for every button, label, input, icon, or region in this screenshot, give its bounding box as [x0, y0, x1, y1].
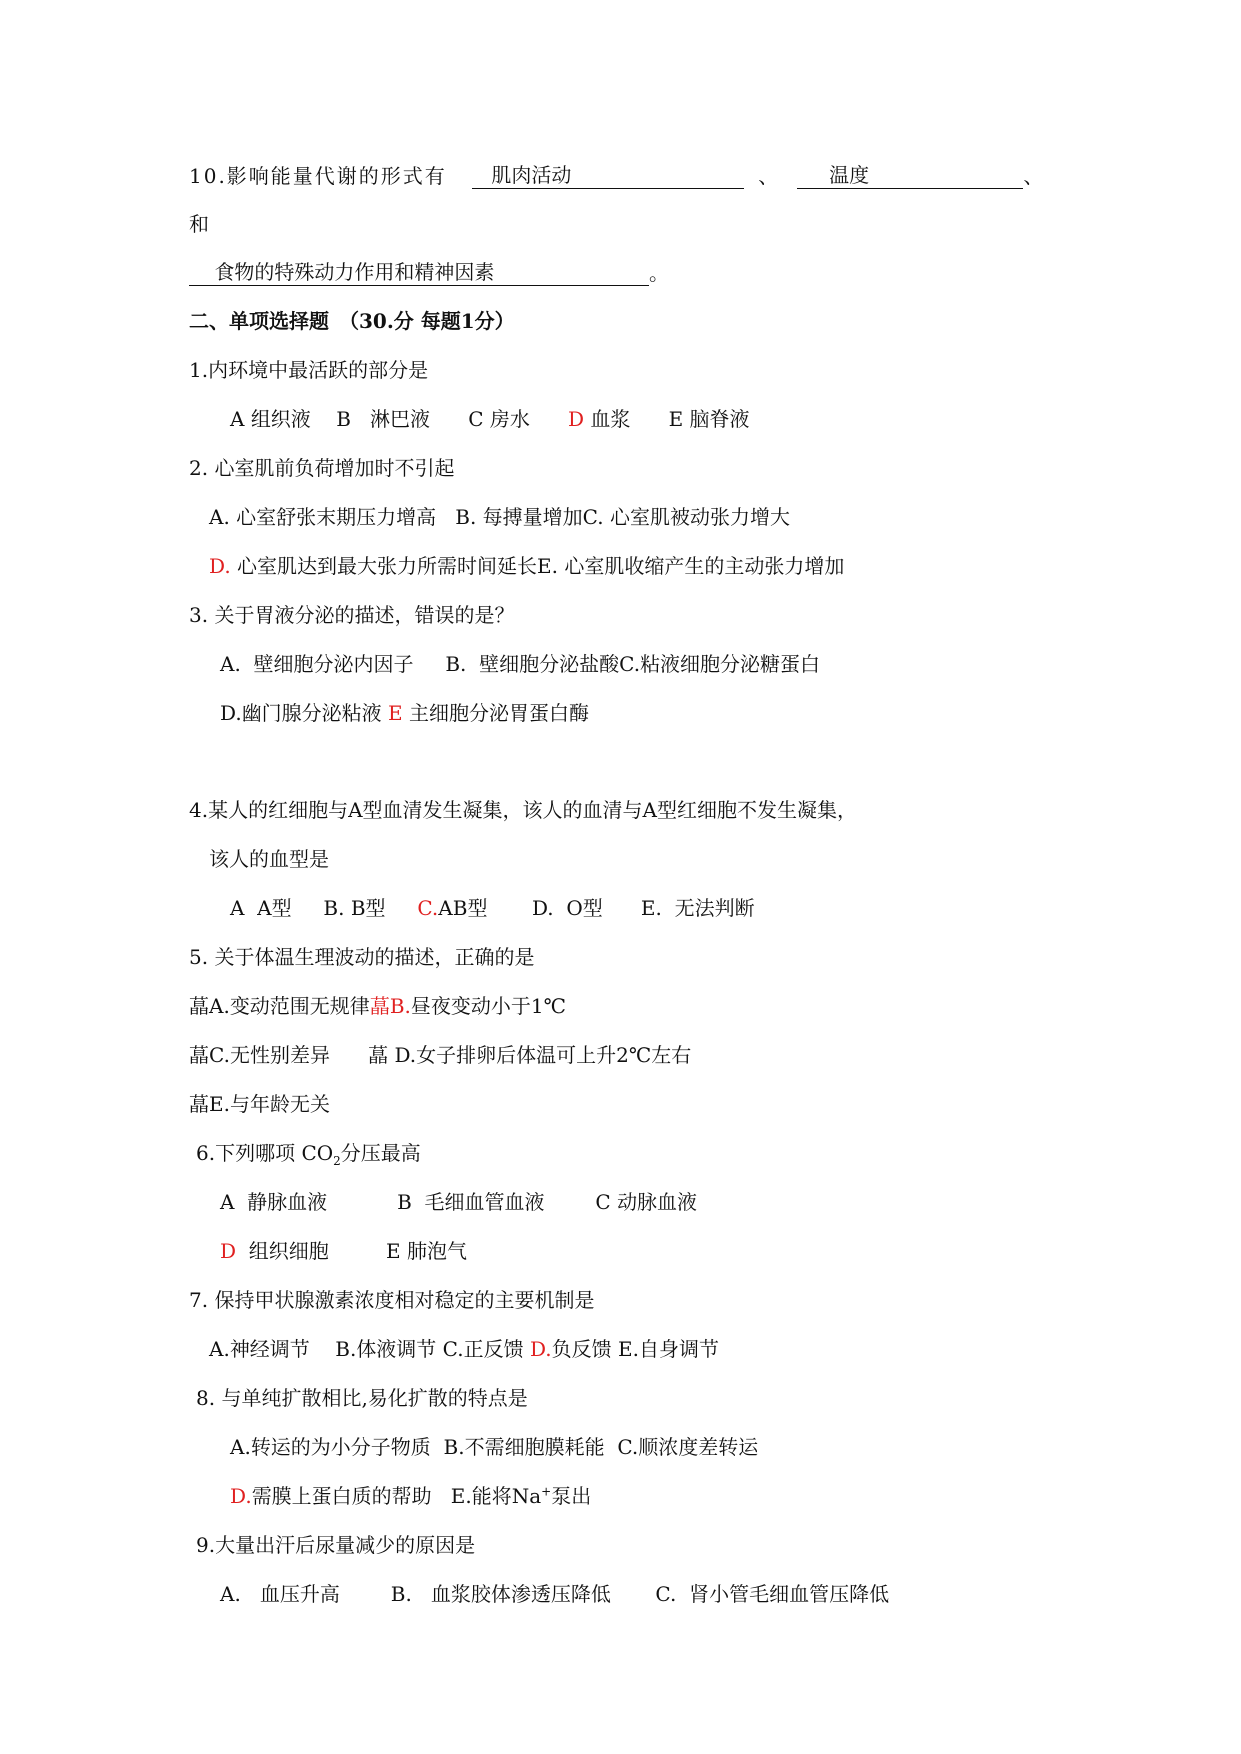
option-label: E.: [450, 1484, 472, 1508]
q3-options-row1: [220, 651, 820, 677]
option-text: 壁细胞分泌盐酸: [479, 652, 620, 676]
q10-blank2: 温度: [797, 162, 1023, 189]
option-text: 心室肌达到最大张力所需时间延长: [237, 554, 538, 578]
option-text: 体液调节: [356, 1337, 437, 1361]
marker-glyph: 蕌: [189, 1043, 209, 1067]
option-text: 肺泡气: [406, 1239, 467, 1263]
option-label: A.: [220, 1582, 241, 1606]
q5-options-row1: [189, 993, 566, 1019]
q6-options-row1: [220, 1189, 697, 1215]
answer-label: D.: [209, 554, 231, 578]
q5-options-row2: [189, 1042, 691, 1068]
q10-and: 和: [189, 212, 209, 236]
option-label: A.: [230, 1435, 251, 1459]
option-label: C: [468, 407, 484, 431]
q1-stem: 1.内环境中最活跃的部分是: [189, 358, 429, 382]
section-title: 二、单项选择题 （30.分 每题1分）: [189, 309, 515, 333]
option-label: C.: [617, 1435, 639, 1459]
option-text: 无法判断: [674, 896, 755, 920]
answer-label: D.: [529, 1337, 552, 1361]
q9-options: [220, 1581, 889, 1607]
marker-glyph: 蕌: [369, 994, 390, 1018]
option-text: 壁细胞分泌内因子: [253, 652, 414, 676]
q7-stem: 7. 保持甲状腺激素浓度相对稳定的主要机制是: [189, 1288, 595, 1312]
q4-stem-line1: 4.某人的红细胞与A型血清发生凝集，该人的血清与A型红细胞不发生凝集，: [189, 798, 857, 822]
q10-prefix: 10.影响能量代谢的形式有: [189, 164, 447, 188]
option-label: C.: [209, 1043, 230, 1067]
option-label: C.: [655, 1582, 677, 1606]
option-text: 血浆胶体渗透压降低: [430, 1582, 611, 1606]
option-label: C: [595, 1190, 611, 1214]
answer-label: E: [388, 701, 403, 725]
option-label: A.: [209, 994, 230, 1018]
q2-options-row2: [209, 553, 844, 579]
q5-options-row3: [189, 1091, 330, 1117]
option-text: 淋巴液: [370, 407, 431, 431]
option-text: 心室舒张末期压力增高: [236, 505, 437, 529]
answer-label: C.: [417, 896, 439, 920]
q8-stem: 8. 与单纯扩散相比,易化扩散的特点是: [196, 1386, 528, 1410]
option-label: E.: [618, 1337, 639, 1361]
option-label: E: [668, 407, 684, 431]
marker-glyph: 蕌: [189, 994, 209, 1018]
option-label: A.: [209, 505, 230, 529]
q10-blank3: 食物的特殊动力作用和精神因素: [189, 259, 649, 286]
option-text: 主细胞分泌胃蛋白酶: [409, 701, 590, 725]
q10-sep1: 、: [758, 164, 779, 188]
option-text: 动脉血液: [617, 1190, 698, 1214]
answer-label: D.: [230, 1484, 252, 1508]
q10-line1: [189, 162, 1043, 189]
q3-options-row2: [220, 700, 589, 726]
option-label: E.: [537, 554, 559, 578]
option-label: B.: [445, 652, 467, 676]
option-label: B.: [390, 1582, 412, 1606]
q10-blank1: 肌肉活动: [472, 162, 744, 189]
option-text: 泵出: [551, 1484, 592, 1508]
option-text: 幽门腺分泌粘液: [241, 701, 382, 725]
option-label: D.: [394, 1043, 417, 1067]
option-text: 粘液细胞分泌糖蛋白: [640, 652, 821, 676]
option-text: 昼夜变动小于1℃: [410, 994, 566, 1018]
option-text: 不需细胞膜耗能: [464, 1435, 605, 1459]
option-label: A.: [220, 652, 241, 676]
option-label: E: [385, 1239, 401, 1263]
option-text: 组织细胞: [248, 1239, 329, 1263]
option-text: O型: [566, 896, 603, 920]
option-text: 心室肌被动张力增大: [609, 505, 790, 529]
option-text: 静脉血液: [247, 1190, 328, 1214]
option-label: D.: [531, 896, 554, 920]
q10-line3: [189, 259, 669, 286]
superscript: +: [541, 1484, 552, 1499]
option-text: 毛细血管血液: [424, 1190, 545, 1214]
option-label: C.: [619, 652, 641, 676]
q3-stem: 3. 关于胃液分泌的描述，错误的是？: [189, 603, 515, 627]
marker-glyph: 蕌: [189, 1092, 209, 1116]
q2-stem: 2. 心室肌前负荷增加时不引起: [189, 456, 455, 480]
option-text: 房水: [489, 407, 530, 431]
q10-end: 。: [649, 261, 669, 285]
marker-glyph: 蕌: [368, 1043, 389, 1067]
option-text: A型: [257, 896, 292, 920]
answer-label: D: [220, 1239, 237, 1263]
option-text: 无性别差异: [229, 1043, 330, 1067]
option-text: 血压升高: [259, 1582, 340, 1606]
option-label: B.: [455, 505, 477, 529]
option-label: C.: [442, 1337, 464, 1361]
option-label: B.: [443, 1435, 465, 1459]
answer-label: B.: [389, 994, 411, 1018]
option-text: 神经调节: [229, 1337, 310, 1361]
option-text: B型: [350, 896, 386, 920]
option-text: AB型: [438, 896, 488, 920]
option-text: 需膜上蛋白质的帮助: [251, 1484, 432, 1508]
option-text: 血浆: [590, 407, 631, 431]
option-label: B: [336, 407, 351, 431]
q4-options: [230, 895, 755, 921]
option-text: 自身调节: [639, 1337, 719, 1361]
option-label: C.: [582, 505, 604, 529]
option-label: A: [230, 407, 245, 431]
answer-label: D: [568, 407, 585, 431]
q6-stem: 6.下列哪项 $CO_2$分压最高: [196, 1141, 421, 1168]
option-label: A.: [209, 1337, 230, 1361]
q8-options-row2: [230, 1483, 591, 1509]
option-text: 每搏量增加: [482, 505, 583, 529]
option-text: 负反馈: [551, 1337, 612, 1361]
q10-sep2: 、: [1023, 164, 1044, 188]
option-text: 女子排卵后体温可上升2℃左右: [416, 1043, 692, 1067]
option-text: 顺浓度差转运: [638, 1435, 759, 1459]
option-text: 能将Na: [471, 1484, 542, 1508]
option-text: 转运的为小分子物质: [250, 1435, 431, 1459]
option-label: B: [397, 1190, 412, 1214]
q7-options: [209, 1336, 719, 1362]
option-text: 变动范围无规律: [229, 994, 370, 1018]
q4-stem-line2: 该人的血型是: [209, 847, 329, 871]
q1-options: [230, 406, 750, 432]
option-text: 肾小管毛细血管压降低: [689, 1582, 890, 1606]
option-text: 脑脊液: [689, 407, 750, 431]
option-text: 心室肌收缩产生的主动张力增加: [564, 554, 845, 578]
q8-options-row1: [230, 1434, 758, 1460]
option-text: 组织液: [250, 407, 311, 431]
option-label: A: [230, 896, 245, 920]
q2-options-row1: [209, 504, 790, 530]
option-label: E.: [209, 1092, 230, 1116]
option-text: 正反馈: [463, 1337, 524, 1361]
option-label: E.: [640, 896, 662, 920]
option-text: 与年龄无关: [229, 1092, 330, 1116]
q6-options-row2: [220, 1238, 467, 1264]
option-label: B.: [335, 1337, 357, 1361]
option-label: A: [220, 1190, 235, 1214]
option-label: D.: [220, 701, 242, 725]
q9-stem: 9.大量出汗后尿量减少的原因是: [196, 1533, 476, 1557]
q5-stem: 5. 关于体温生理波动的描述，正确的是: [189, 945, 535, 969]
option-label: B.: [323, 896, 345, 920]
